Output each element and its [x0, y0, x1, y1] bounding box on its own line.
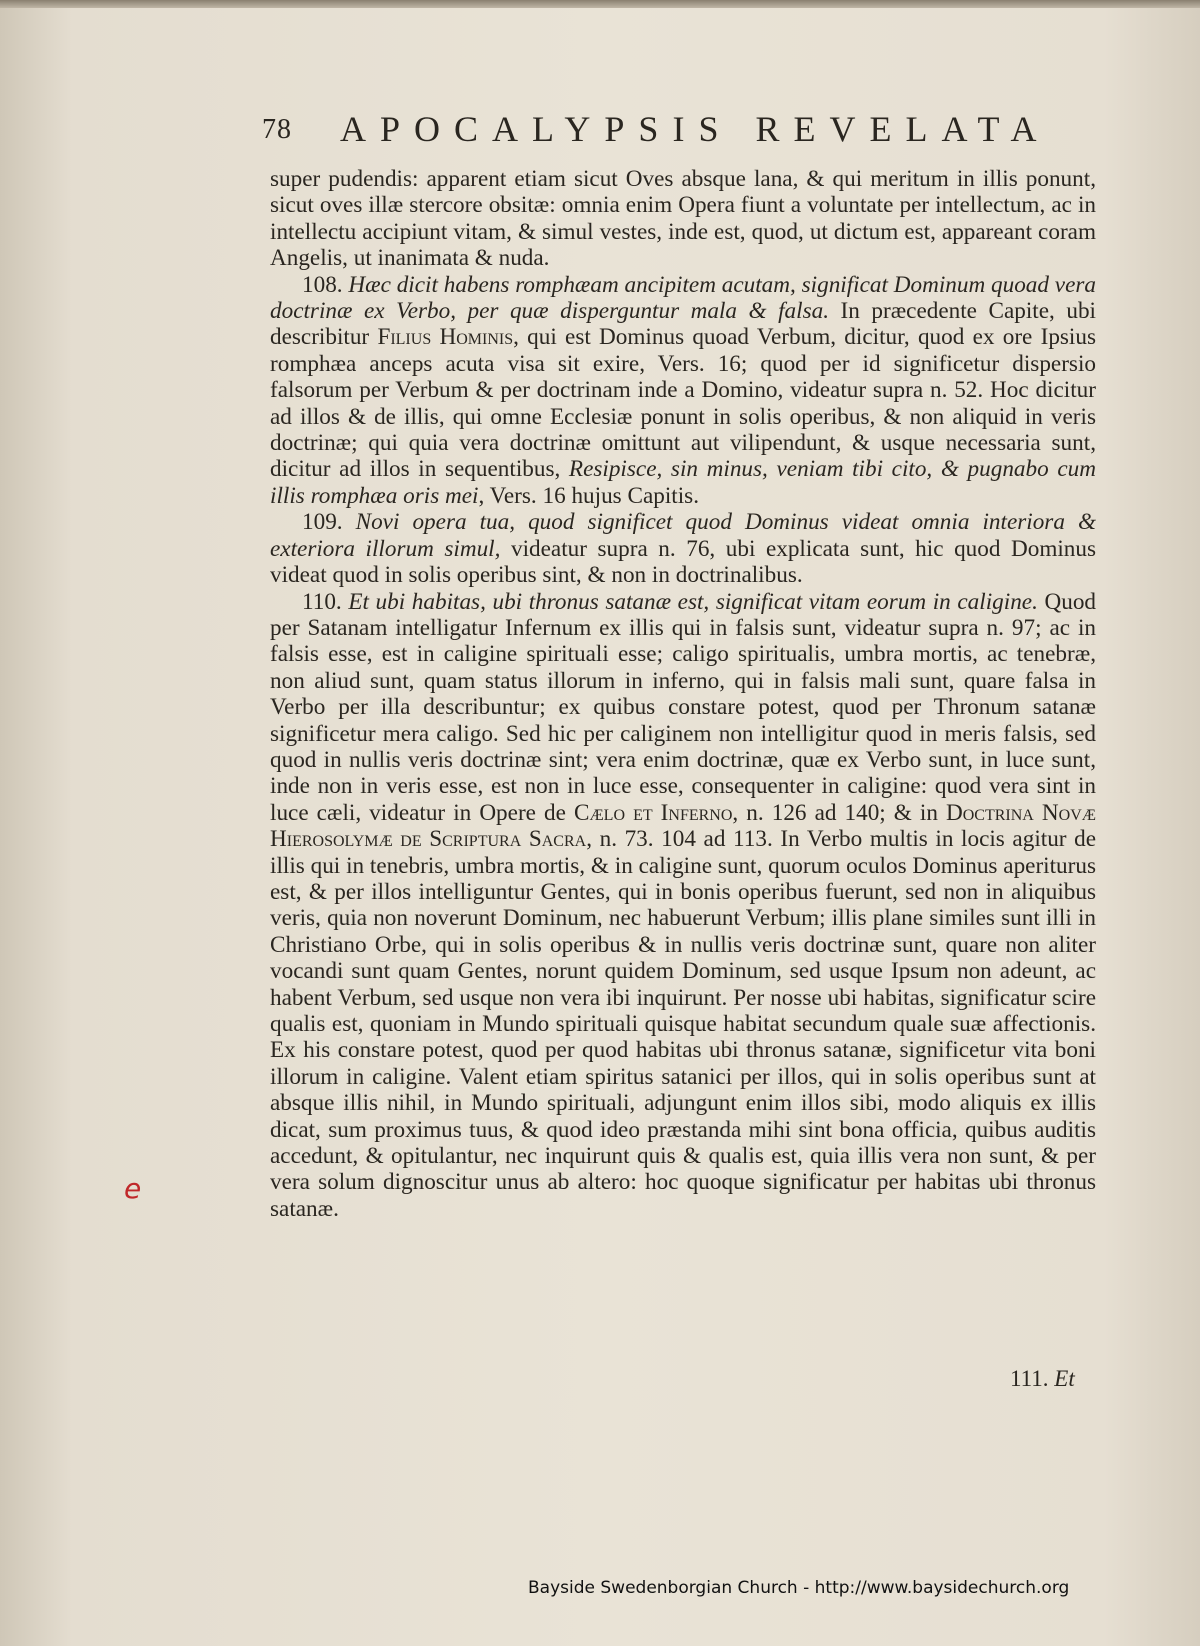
paragraph-text: , Vers. 16 hujus Capitis.	[478, 482, 700, 509]
paragraph-text: videatur supra n. 76, ubi explicata sunt, hic quod Dominus videat quod in solis operibus sint, & non in doctrinalibus.	[270, 535, 1097, 589]
paragraph-text: Quod per Satanam intelligatur Infernum ex illis qui in falsis sunt, videatur supra n. 97; ac in falsis esse, est in caligine spirituali esse; caligo spiritualis, umbra mortis, ac tenebræ, non aliud sunt, quam status illorum in inferno, qui in falsis mali sunt, quare falsa in Verbo per illa describuntur; ex quibus constare potest, quod per Thronum satanæ significetur mera caligo. Sed hic per caliginem non intelligitur quod in meris falsis, sed quod in nullis veris doctrinæ sint; vera enim doctrinæ, quæ ex Verbo sunt, in luce sunt, inde non in veris esse, est non in luce esse, consequenter in caligine: quod vera sint in luce cæli, videatur in Opere de	[270, 588, 1097, 826]
paragraph-text: , n. 73. 104 ad 113. In Verbo multis in locis agitur de illis qui in tenebris, umbra mortis, & in caligine sunt, quorum oculos Dominus aperiturus est, & per illos intelliguntur Gentes, qui in bonis operibus fuerunt, sed non in aliquibus veris, quia non noverunt Dominum, nec habuerunt Verbum; illis plane similes sunt illi in Christiano Orbe, qui in solis operibus & in nullis veris doctrinæ sunt, quare non aliter vocandi sunt quam Gentes, norunt quidem Dominum, sed usque Ipsum non adeunt, ac habent Verbum, sed usque non vera ibi inquirunt. Per nosse ubi habitas, significatur scire qualis est, quoniam in Mundo spirituali quisque habitat secundum quale suæ affectionis. Ex his constare potest, quod per quod habitas ubi thronus satanæ, significetur vita boni illorum in caligine. Valent etiam spiritus satanici per illos, qui in solis operibus sunt at absque illis nihil, in Mundo spirituali, adjungunt enim illos sibi, modo aliquis ex illis dicat, sum proximus tuus, & quod ideo præstanda mihi sint bona officia, quibus auditis accedunt, & opitulantur, nec inquirunt quis & qualis est, quia illis vera non sunt, & per vera solum dignoscitur unus ab altero: hoc quoque significatur per habitas ubi thronus satanæ.	[270, 826, 1096, 1222]
catchword-number: 111.	[1010, 1366, 1049, 1391]
paragraph-110	[270, 589, 1096, 1223]
margin-handwritten-mark: e	[124, 1172, 142, 1205]
paragraph-text: super pudendis: apparent etiam sicut Oves absque lana, & qui meritum in illis ponunt, sicut oves illæ stercore obsitæ: omnia enim Opera fiunt a voluntate per intellectum, ac in intellectu accipiunt vitam, & simul vestes, inde est, quod, ut dictum est, appareant coram Angelis, ut inanimata & nuda.	[270, 166, 1096, 272]
catchword-word: Et	[1054, 1366, 1075, 1391]
small-caps-term: Doctrina Novæ Hierosolymæ de Scriptura Sacra	[270, 799, 1096, 853]
paragraph-text: , n. 126 ad 140; & in	[732, 799, 938, 826]
paragraph-lead: Hæc dicit habens romphæam ancipitem acutam, significat Dominum quoad vera doctrinæ ex Verbo, per quæ disperguntur mala & falsa.	[270, 271, 1096, 325]
paragraph-number: 110.	[302, 588, 342, 615]
paragraph-number: 109.	[302, 509, 343, 536]
paragraph-text: , qui est Dominus quoad Verbum, dicitur, quod ex ore Ipsius romphæa anceps acuta visa sit exire, Vers. 16; quod per id significetur dispersio falsorum per Verbum & per doctrinam inde a Domino, videatur supra n. 52. Hoc dicitur ad illos & de illis, qui omne Ecclesiæ ponunt in solis operibus, & non aliquid in veris doctrinæ; qui quia vera doctrinæ omittunt aut vilipendunt, & usque necessaria sunt, dicitur ad illos in sequentibus,	[270, 324, 1096, 483]
paragraph-text: In præcedente Capite, ubi describitur	[270, 298, 1096, 351]
paragraph-108	[270, 272, 1096, 510]
footer-credit: Bayside Swedenborgian Church - http://www.baysidechurch.org	[528, 1578, 1070, 1598]
paragraph-number: 108.	[302, 271, 343, 298]
paragraph-continuation	[270, 166, 1096, 272]
small-caps-term: Cælo et Inferno	[573, 799, 733, 826]
paragraph-lead: Et ubi habitas, ubi thronus satanæ est, significat vitam eorum in caligine.	[348, 588, 1038, 615]
page-top-edge	[0, 0, 1200, 8]
italic-quote: Resipisce, sin minus, veniam tibi cito, & pugnabo cum illis romphæa oris mei	[270, 456, 1096, 509]
page-number: 78	[262, 114, 292, 145]
page-header	[262, 108, 1062, 152]
paragraph-lead: Novi opera tua, quod significet quod Dominus videat omnia interiora & exteriora illorum simul,	[270, 509, 1096, 562]
paragraph-109	[270, 509, 1096, 588]
small-caps-term: Filius Hominis	[377, 324, 514, 351]
catchword	[1010, 1366, 1075, 1392]
body-text	[270, 166, 1096, 1366]
running-title: APOCALYPSIS REVELATA	[340, 109, 1051, 149]
